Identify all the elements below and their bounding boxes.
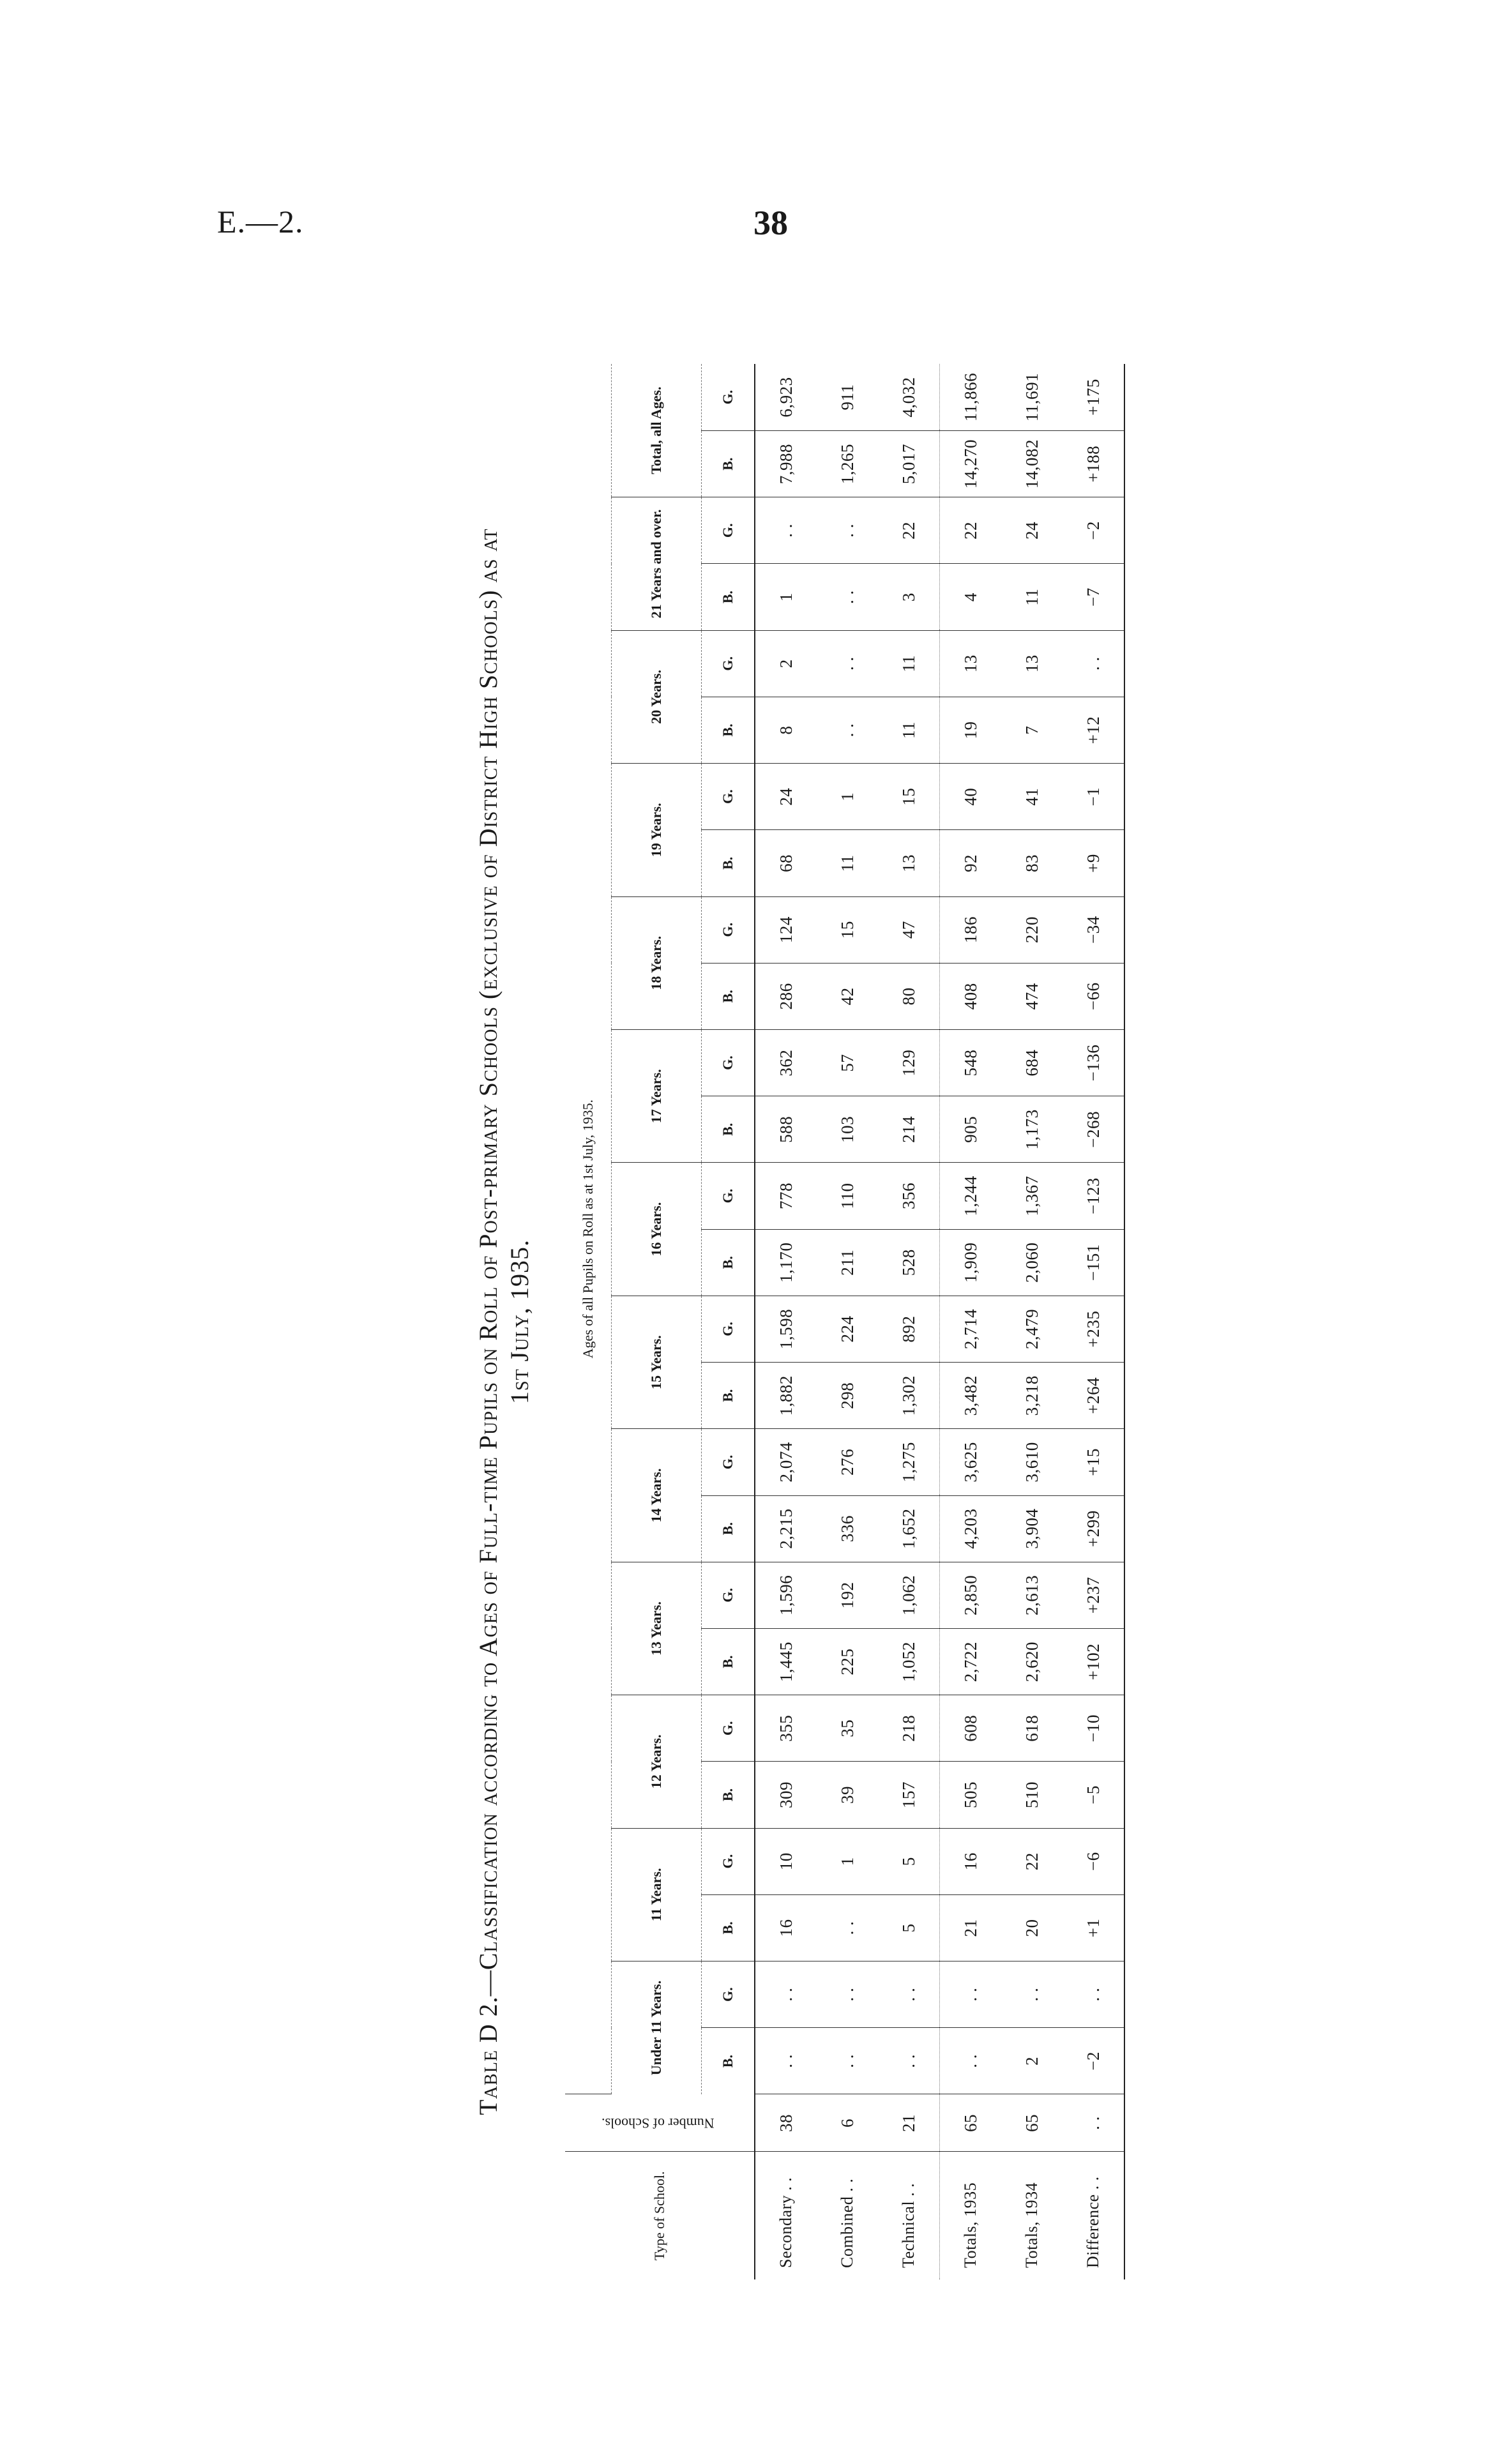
girls-subheader: G. (702, 896, 755, 963)
value-cell: 408 (940, 963, 1002, 1029)
value-cell: 1,302 (878, 1363, 940, 1429)
value-cell: 6,923 (755, 364, 817, 431)
value-cell: 10 (755, 1828, 817, 1894)
value-cell: 225 (817, 1628, 878, 1695)
boys-subheader: B. (702, 564, 755, 630)
school-type-cell: Totals, 1935 (940, 2152, 1002, 2279)
value-cell: 5,017 (878, 431, 940, 497)
value-cell: 47 (878, 896, 940, 963)
page-code: E.—2. (217, 204, 304, 239)
schools-count-cell: 65 (1001, 2094, 1063, 2152)
boys-subheader: B. (702, 431, 755, 497)
number-of-schools-header-text: Number of Schools. (601, 2115, 715, 2131)
value-cell: −7 (1063, 564, 1124, 630)
value-cell: 13 (878, 830, 940, 896)
value-cell: 3,218 (1001, 1363, 1063, 1429)
value-cell: −268 (1063, 1096, 1124, 1163)
value-cell: 1 (755, 564, 817, 630)
value-cell: 192 (817, 1562, 878, 1628)
value-cell: 2 (1001, 2028, 1063, 2094)
value-cell: +237 (1063, 1562, 1124, 1628)
value-cell: . . (878, 2028, 940, 2094)
value-cell: 911 (817, 364, 878, 431)
value-cell: . . (817, 697, 878, 763)
value-cell: 218 (878, 1695, 940, 1762)
value-cell: −2 (1063, 497, 1124, 564)
value-cell: 19 (940, 697, 1002, 763)
value-cell: 40 (940, 764, 1002, 830)
value-cell: 1,367 (1001, 1163, 1063, 1229)
value-cell: 892 (878, 1296, 940, 1362)
value-cell: 474 (1001, 963, 1063, 1029)
value-cell: 1,596 (755, 1562, 817, 1628)
value-cell: +15 (1063, 1429, 1124, 1495)
value-cell: 548 (940, 1030, 1002, 1096)
value-cell: 11 (878, 630, 940, 697)
value-cell: 2,714 (940, 1296, 1002, 1362)
value-cell: 3,482 (940, 1363, 1002, 1429)
value-cell: 5 (878, 1828, 940, 1894)
girls-subheader: G. (702, 1828, 755, 1894)
rotated-table-block (469, 364, 1159, 2279)
school-type-cell: Secondary . . (776, 2177, 795, 2268)
schools-count-cell: 38 (755, 2094, 817, 2152)
value-cell: 22 (940, 497, 1002, 564)
value-cell: 510 (1001, 1762, 1063, 1828)
table-row (755, 364, 817, 2279)
value-cell: 22 (878, 497, 940, 564)
value-cell: 276 (817, 1429, 878, 1495)
boys-subheader: B. (702, 697, 755, 763)
value-cell: 2,850 (940, 1562, 1002, 1628)
value-cell: . . (755, 1961, 817, 2028)
schools-count-cell: 21 (878, 2094, 940, 2152)
value-cell: 1 (817, 764, 878, 830)
value-cell: 14,082 (1001, 431, 1063, 497)
value-cell: 1,173 (1001, 1096, 1063, 1163)
value-cell: 4 (940, 564, 1002, 630)
value-cell: . . (817, 1961, 878, 2028)
age-group-header: Total, all Ages. (612, 364, 702, 497)
value-cell: 618 (1001, 1695, 1063, 1762)
girls-subheader: G. (702, 1030, 755, 1096)
title-line-1: Table D 2.—Classification according to Ages of Full-time Pupils on Roll of Post-primary Schools (exclusive of District High Schools) as at (474, 528, 503, 2115)
value-cell: 5 (878, 1894, 940, 1961)
value-cell: . . (878, 1961, 940, 2028)
table-row (1063, 364, 1124, 2279)
value-cell: . . (940, 1961, 1002, 2028)
page-header (0, 203, 1498, 254)
value-cell: 129 (878, 1030, 940, 1096)
value-cell: 356 (878, 1163, 940, 1229)
value-cell: . . (817, 630, 878, 697)
girls-subheader: G. (702, 1695, 755, 1762)
value-cell: 3,610 (1001, 1429, 1063, 1495)
value-cell: 8 (755, 697, 817, 763)
age-group-header: 13 Years. (612, 1562, 702, 1695)
value-cell: 4,203 (940, 1495, 1002, 1562)
girls-subheader: G. (702, 1961, 755, 2028)
school-type-cell: Totals, 1934 (1022, 2182, 1041, 2268)
value-cell: . . (817, 564, 878, 630)
value-cell: 309 (755, 1762, 817, 1828)
age-group-header: 12 Years. (612, 1695, 702, 1828)
value-cell: 2,074 (755, 1429, 817, 1495)
value-cell: +264 (1063, 1363, 1124, 1429)
value-cell: 7 (1001, 697, 1063, 763)
value-cell: 41 (1001, 764, 1063, 830)
girls-subheader: G. (702, 1163, 755, 1229)
value-cell: 24 (1001, 497, 1063, 564)
value-cell: 21 (940, 1894, 1002, 1961)
value-cell: . . (1063, 630, 1124, 697)
value-cell: −6 (1063, 1828, 1124, 1894)
age-group-header: 14 Years. (612, 1429, 702, 1562)
value-cell: 214 (878, 1096, 940, 1163)
number-of-schools-header (565, 2094, 755, 2152)
value-cell: 286 (755, 963, 817, 1029)
table-title (469, 364, 565, 2279)
value-cell: +188 (1063, 431, 1124, 497)
value-cell: 110 (817, 1163, 878, 1229)
value-cell: 80 (878, 963, 940, 1029)
value-cell: 3 (878, 564, 940, 630)
girls-subheader: G. (702, 764, 755, 830)
value-cell: +12 (1063, 697, 1124, 763)
age-group-header: 20 Years. (612, 630, 702, 763)
page-number: 38 (753, 204, 788, 242)
value-cell: . . (755, 2028, 817, 2094)
value-cell: −2 (1063, 2028, 1124, 2094)
value-cell: 103 (817, 1096, 878, 1163)
boys-subheader: B. (702, 830, 755, 896)
schools-count-cell: 65 (940, 2094, 1002, 2152)
value-cell: 13 (1001, 630, 1063, 697)
age-group-header: 21 Years and over. (612, 497, 702, 630)
value-cell: 1,052 (878, 1628, 940, 1695)
value-cell: . . (817, 2028, 878, 2094)
value-cell: 336 (817, 1495, 878, 1562)
value-cell: 505 (940, 1762, 1002, 1828)
boys-subheader: B. (702, 1096, 755, 1163)
value-cell: −136 (1063, 1030, 1124, 1096)
value-cell: 211 (817, 1229, 878, 1296)
value-cell: +235 (1063, 1296, 1124, 1362)
value-cell: 608 (940, 1695, 1002, 1762)
value-cell: 15 (878, 764, 940, 830)
value-cell: 68 (755, 830, 817, 896)
table-row (817, 364, 878, 2279)
value-cell: +9 (1063, 830, 1124, 896)
boys-subheader: B. (702, 2028, 755, 2094)
value-cell: 11,866 (940, 364, 1002, 431)
value-cell: 4,032 (878, 364, 940, 431)
value-cell: 1,598 (755, 1296, 817, 1362)
table-row (878, 364, 940, 2279)
value-cell: 2,613 (1001, 1562, 1063, 1628)
value-cell: 1,909 (940, 1229, 1002, 1296)
table-row (1001, 364, 1063, 2279)
value-cell: 124 (755, 896, 817, 963)
value-cell: +175 (1063, 364, 1124, 431)
value-cell: −10 (1063, 1695, 1124, 1762)
schools-count-cell: 6 (817, 2094, 878, 2152)
age-group-header: Under 11 Years. (612, 1961, 702, 2094)
value-cell: 3,904 (1001, 1495, 1063, 1562)
boys-subheader: B. (702, 1229, 755, 1296)
value-cell: 157 (878, 1762, 940, 1828)
value-cell: 905 (940, 1096, 1002, 1163)
girls-subheader: G. (702, 1296, 755, 1362)
value-cell: 1,170 (755, 1229, 817, 1296)
value-cell: 14,270 (940, 431, 1002, 497)
boys-subheader: B. (702, 1894, 755, 1961)
value-cell: −151 (1063, 1229, 1124, 1296)
schools-count-cell: . . (1063, 2094, 1124, 2152)
value-cell: 1,652 (878, 1495, 940, 1562)
value-cell: 13 (940, 630, 1002, 697)
value-cell: −66 (1063, 963, 1124, 1029)
value-cell: 39 (817, 1762, 878, 1828)
value-cell: 362 (755, 1030, 817, 1096)
value-cell: . . (755, 497, 817, 564)
girls-subheader: G. (702, 1429, 755, 1495)
school-type-cell: Difference . . (1063, 2152, 1124, 2279)
value-cell: −34 (1063, 896, 1124, 963)
value-cell: 57 (817, 1030, 878, 1096)
value-cell: −123 (1063, 1163, 1124, 1229)
boys-subheader: B. (702, 963, 755, 1029)
value-cell: 1,275 (878, 1429, 940, 1495)
value-cell: 92 (940, 830, 1002, 896)
value-cell: 2 (755, 630, 817, 697)
value-cell: 2,215 (755, 1495, 817, 1562)
value-cell: −1 (1063, 764, 1124, 830)
boys-subheader: B. (702, 1363, 755, 1429)
value-cell: 2,479 (1001, 1296, 1063, 1362)
school-type-cell: Combined . . (838, 2178, 856, 2268)
value-cell: 2,620 (1001, 1628, 1063, 1695)
value-cell: −5 (1063, 1762, 1124, 1828)
value-cell: 684 (1001, 1030, 1063, 1096)
type-of-school-header: Type of School. (565, 2152, 755, 2279)
value-cell: 1,265 (817, 431, 878, 497)
age-group-header: 17 Years. (612, 1030, 702, 1163)
boys-subheader: B. (702, 1762, 755, 1828)
age-classification-table (565, 364, 1125, 2279)
boys-subheader: B. (702, 1628, 755, 1695)
age-group-header: 11 Years. (612, 1828, 702, 1961)
value-cell: 11,691 (1001, 364, 1063, 431)
value-cell: 11 (878, 697, 940, 763)
value-cell: . . (1063, 1961, 1124, 2028)
value-cell: 16 (755, 1894, 817, 1961)
age-group-header: 16 Years. (612, 1163, 702, 1296)
value-cell: 528 (878, 1229, 940, 1296)
value-cell: 11 (817, 830, 878, 896)
age-group-header: 15 Years. (612, 1296, 702, 1428)
value-cell: 16 (940, 1828, 1002, 1894)
value-cell: . . (1001, 1961, 1063, 2028)
value-cell: 3,625 (940, 1429, 1002, 1495)
value-cell: 1,882 (755, 1363, 817, 1429)
value-cell: 1,062 (878, 1562, 940, 1628)
value-cell: 778 (755, 1163, 817, 1229)
value-cell: 1,445 (755, 1628, 817, 1695)
value-cell: 42 (817, 963, 878, 1029)
girls-subheader: G. (702, 1562, 755, 1628)
value-cell: . . (817, 1894, 878, 1961)
value-cell: 220 (1001, 896, 1063, 963)
value-cell: . . (940, 2028, 1002, 2094)
ages-header: Ages of all Pupils on Roll as at 1st July, 1935. (565, 364, 612, 2094)
value-cell: 35 (817, 1695, 878, 1762)
value-cell: 355 (755, 1695, 817, 1762)
value-cell: 2,060 (1001, 1229, 1063, 1296)
table-row (940, 364, 1002, 2279)
value-cell: +102 (1063, 1628, 1124, 1695)
girls-subheader: G. (702, 364, 755, 431)
value-cell: 2,722 (940, 1628, 1002, 1695)
age-group-header: 18 Years. (612, 896, 702, 1029)
value-cell: 1,244 (940, 1163, 1002, 1229)
value-cell: 24 (755, 764, 817, 830)
value-cell: 15 (817, 896, 878, 963)
value-cell: 224 (817, 1296, 878, 1362)
school-type-cell: Technical . . (899, 2182, 918, 2268)
title-line-2: 1st July, 1935. (505, 1239, 534, 1404)
value-cell: 298 (817, 1363, 878, 1429)
girls-subheader: G. (702, 497, 755, 564)
value-cell: 588 (755, 1096, 817, 1163)
value-cell: 11 (1001, 564, 1063, 630)
value-cell: 186 (940, 896, 1002, 963)
value-cell: 83 (1001, 830, 1063, 896)
value-cell: +1 (1063, 1894, 1124, 1961)
girls-subheader: G. (702, 630, 755, 697)
value-cell: . . (817, 497, 878, 564)
value-cell: +299 (1063, 1495, 1124, 1562)
value-cell: 20 (1001, 1894, 1063, 1961)
boys-subheader: B. (702, 1495, 755, 1562)
value-cell: 22 (1001, 1828, 1063, 1894)
value-cell: 7,988 (755, 431, 817, 497)
age-group-header: 19 Years. (612, 764, 702, 896)
value-cell: 1 (817, 1828, 878, 1894)
